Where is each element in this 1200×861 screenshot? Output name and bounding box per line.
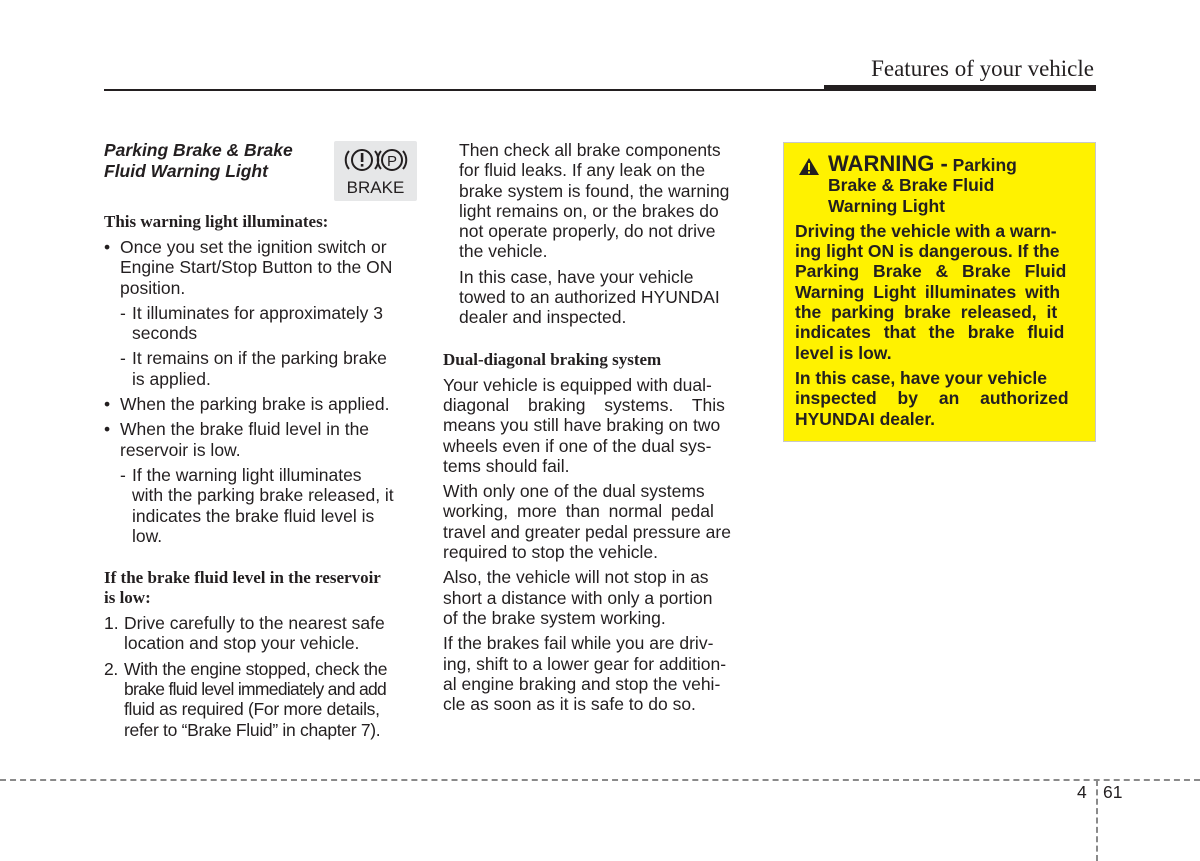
paragraph: In this case, have your vehicle towed to an authorized HYUNDAI dealer and inspected. [459,266,720,328]
page-number: 61 [1103,782,1123,802]
paragraph: Also, the vehicle will not stop in as short a distance with only a portion of the brake system working. [443,567,713,628]
left-column [104,140,417,740]
paragraph: With only one of the dual systems working, more than normal pedal travel and greater pedal pressure are required to stop the vehicle. [443,481,731,563]
paragraph: Then check all brake components for fluid leaks. If any leak on the brake system is found, the warning light remains on, or the brakes do not operate properly, do not drive the vehicle. [459,140,730,262]
header-rule [104,89,824,91]
list-subitem: - It remains on if the parking brake is applied. [120,348,387,389]
warning-paragraph: In this case, have your vehicle inspected by an authorized HYUNDAI dealer. [795,367,1069,429]
header-rule-thick [824,85,1096,91]
section-title: Parking Brake & Brake Fluid Warning Light [104,140,293,181]
paragraph: If the brakes fail while you are driv- ing, shift to a lower gear for addition- al engine braking and stop the vehi- cle as soon as it is safe to do so. [443,633,727,715]
page-header-title: Features of your vehicle [871,56,1094,81]
middle-column [443,140,756,714]
brake-warning-icon [334,141,417,201]
warning-box [783,142,1096,442]
footer-rule [0,779,1200,781]
list-item: • Once you set the ignition switch or Engine Start/Stop Button to the ON position. [104,237,417,298]
dual-diagonal-heading: Dual-diagonal braking system [443,349,662,369]
list-item: • When the parking brake is applied. [104,394,417,414]
right-column [783,142,1096,442]
list-item: 2. With the engine stopped, check the brake fluid level immediately and add fluid as required (For more details, refer to “Brake Fluid” in chapter 7). [104,658,388,740]
warning-word: WARNING - [828,151,948,176]
svg-text:P: P [386,153,398,170]
brake-icon-label: BRAKE [346,178,405,197]
low-fluid-heading: If the brake fluid level in the reservoir is low: [104,568,381,608]
list-item: 1. Drive carefully to the nearest safe location and stop your vehicle. [104,613,385,654]
list-subitem: - If the warning light illuminates with the parking brake released, it indicates the brake fluid level is low. [120,464,394,546]
warning-triangle-icon [798,157,820,180]
warning-paragraph: Driving the vehicle with a warn- ing light ON is dangerous. If the Parking Brake & Brake Fluid Warning Light illuminates with the parking brake released, it indicates that the brake fluid level is low. [795,220,1067,363]
footer-divider [1096,780,1098,861]
chapter-number: 4 [1077,782,1087,802]
illuminates-heading: This warning light illuminates: [104,212,329,231]
paragraph: Your vehicle is equipped with dual- diagonal braking systems. This means you still have braking on two wheels even if one of the dual sys- tems should fail. [443,374,725,476]
warning-header: WARNING - Parking Brake & Brake Fluid Warning Light [795,154,1084,216]
list-subitem: - It illuminates for approximately 3 seconds [120,302,383,344]
list-item: • When the brake fluid level in the reservoir is low. [104,419,417,460]
